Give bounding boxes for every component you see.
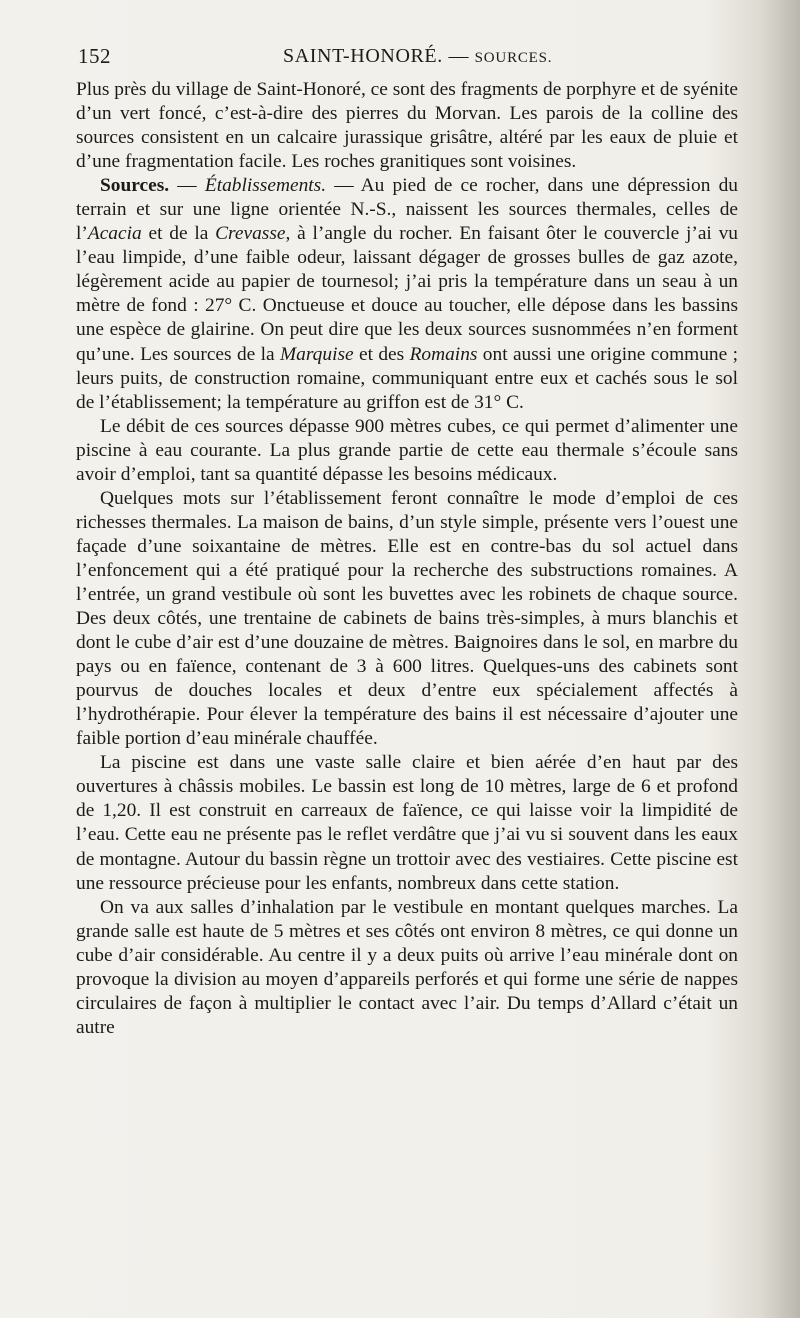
text-segment: Quelques mots sur l’établissement feront connaître le mode d’emploi de ces richesses thermales. La maison de bains, d’un style simple, présente vers l’ouest une façade d’une soixantaine de mètres. Elle est en contre-bas du sol actuel dans l’enfoncement qui a été pratiqué pour la recherche des substructions romaines. A l’entrée, un grand vestibule où sont les buvettes avec les robinets de chaque source. Des deux côtés, une trentaine de cabinets de bains très-simples, à murs blanchis et dont le cube d’air est d’une douzaine de mètres. Baignoires dans le sol, en marbre du pays ou en faïence, contenant de 3 à 600 litres. Quelques-uns des cabinets sont pourvus de douches locales et deux d’entre eux spécialement affectés à l’hydrothérapie. Pour élever la température des bains il est nécessaire d’ajouter une faible portion d’eau minérale chauffée. — [76, 487, 738, 750]
running-title-section: SOURCES. — [474, 50, 553, 66]
paragraph — [76, 78, 738, 174]
text-segment: La piscine est dans une vaste salle claire et bien aérée d’en haut par des ouvertures à châssis mobiles. Le bassin est long de 10 mètres, large de 6 et profond de 1,20. Il est construit en carreaux de faïence, ce qui laisse voir la limpidité de l’eau. Cette eau ne présente pas le reflet verdâtre que j’ai vu si souvent dans les eaux de montagne. Autour du bassin règne un trottoir avec des vestiaires. Cette piscine est une ressource précieuse pour les enfants, nombreux dans cette station. — [76, 752, 738, 894]
paragraph — [76, 896, 738, 1040]
page-number: 152 — [78, 44, 111, 68]
italic-text: Romains — [409, 343, 478, 365]
text-segment: ont aussi une origine commune ; leurs puits, de construction romaine, communiquant entre eux et cachés sous le sol de l’établissement; la température au griffon est de 31° C. — [76, 343, 738, 413]
body-text — [76, 78, 738, 1040]
running-title — [283, 45, 552, 68]
italic-text: Crevasse — [215, 223, 286, 245]
text-segment: On va aux salles d’inhalation par le vestibule en montant quelques marches. La grande salle est haute de 5 mètres et ses côtés ont environ 8 mètres, ce qui donne un cube d’air considérable. Au centre il y a deux puits où arrive l’eau minérale dont on provoque la division au moyen d’appareils perforés et qui forme une série de nappes circulaires de façon à multiplier le contact avec l’air. Du temps d’Allard c’était un autre — [76, 896, 738, 1038]
italic-text: Marquise — [280, 343, 354, 365]
running-title-main: SAINT-HONORÉ. — — [283, 45, 470, 67]
text-segment: , à l’angle du rocher. En faisant ôter le couvercle j’ai vu l’eau limpide, d’une faible odeur, laissant dégager de grosses bulles de gaz azote, légèrement acide au papier de tournesol; j’ai pris la température dans un seau à un mètre de fond : 27° C. Onctueuse et douce au toucher, elle dépose dans les bassins une espèce de glairine. On peut dire que les deux sources susnommées n’en forment qu’une. Les sources de la — [76, 223, 738, 365]
text-segment: — — [169, 175, 205, 197]
italic-text: Acacia — [87, 223, 142, 245]
paragraph — [76, 751, 738, 895]
running-header — [78, 44, 738, 74]
text-segment: — Au pied de ce rocher, dans une dépression du terrain et sur une ligne orientée N.-S., naissent les sources thermales, celles de l’ — [76, 175, 738, 245]
paragraph — [76, 174, 738, 414]
text-segment: et des — [353, 343, 410, 365]
text-segment: Le débit de ces sources dépasse 900 mètres cubes, ce qui permet d’alimenter une piscine à eau courante. La plus grande partie de cette eau thermale s’écoule sans avoir d’emploi, tant sa quantité dépasse les besoins médicaux. — [76, 415, 738, 485]
text-segment: Plus près du village de Saint-Honoré, ce sont des fragments de porphyre et de syénite d’un vert foncé, c’est-à-dire des pierres du Morvan. Les parois de la colline des sources consistent en un calcaire jurassique grisâtre, altéré par les eaux de pluie et d’une fragmentation facile. Les roches granitiques sont voisines. — [76, 79, 738, 173]
paragraph — [76, 415, 738, 487]
italic-text: Établissements. — [204, 175, 327, 197]
section-heading: Sources. — [100, 175, 170, 197]
paragraph — [76, 487, 738, 752]
text-segment: et de la — [141, 223, 216, 245]
